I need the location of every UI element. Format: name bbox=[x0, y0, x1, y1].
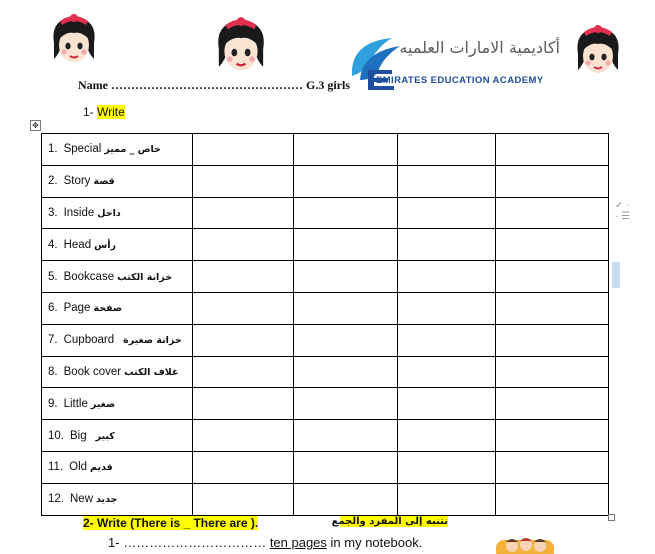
item-number: 6. bbox=[48, 302, 58, 315]
writing-cell[interactable] bbox=[193, 292, 294, 324]
arabic-translation: قديم bbox=[90, 462, 113, 474]
writing-cell[interactable] bbox=[398, 483, 496, 515]
writing-cell[interactable] bbox=[294, 356, 398, 388]
table-row bbox=[42, 292, 609, 324]
girl-face-icon bbox=[572, 24, 624, 80]
arabic-translation: خزانة صغيرة bbox=[123, 335, 182, 347]
english-word: Special bbox=[63, 143, 102, 156]
writing-cell[interactable] bbox=[496, 483, 609, 515]
english-word: Old bbox=[69, 461, 88, 474]
section-2-heading bbox=[83, 516, 258, 530]
english-word: Head bbox=[63, 238, 92, 251]
exercise-line-1 bbox=[108, 535, 422, 550]
side-panel-fragment bbox=[615, 200, 655, 246]
writing-cell[interactable] bbox=[294, 388, 398, 420]
table-row bbox=[42, 451, 609, 483]
arabic-translation: رأس bbox=[94, 239, 116, 251]
item-number: 10. bbox=[48, 429, 64, 442]
table-row bbox=[42, 324, 609, 356]
table-row bbox=[42, 229, 609, 261]
list-icon: · ☰ bbox=[615, 211, 631, 222]
writing-cell[interactable] bbox=[193, 229, 294, 261]
vocab-item-cell bbox=[42, 261, 193, 293]
writing-cell[interactable] bbox=[294, 261, 398, 293]
arabic-translation: جديد bbox=[96, 494, 118, 506]
arabic-translation: كبير bbox=[95, 430, 115, 442]
writing-cell[interactable] bbox=[398, 197, 496, 229]
table-row bbox=[42, 420, 609, 452]
table-move-handle-icon[interactable]: ✥ bbox=[30, 120, 41, 131]
girl-face-icon bbox=[48, 13, 100, 69]
writing-cell[interactable] bbox=[193, 388, 294, 420]
girl-face-icon bbox=[212, 16, 270, 78]
writing-cell[interactable] bbox=[398, 134, 496, 166]
arabic-translation: قصة bbox=[93, 176, 115, 188]
item-number: 8. bbox=[48, 365, 58, 378]
table-row bbox=[42, 483, 609, 515]
table-row bbox=[42, 261, 609, 293]
writing-cell[interactable] bbox=[193, 197, 294, 229]
writing-cell[interactable] bbox=[294, 483, 398, 515]
exercise-underlined-phrase: ten pages bbox=[269, 535, 327, 550]
writing-cell[interactable] bbox=[193, 451, 294, 483]
writing-cell[interactable] bbox=[398, 165, 496, 197]
writing-cell[interactable] bbox=[496, 165, 609, 197]
name-line: Name ………………………………………… G.3 girls bbox=[78, 78, 350, 92]
writing-cell[interactable] bbox=[496, 420, 609, 452]
academy-logo bbox=[348, 32, 563, 94]
arabic-translation: داخل bbox=[97, 207, 121, 219]
table-row bbox=[42, 134, 609, 166]
vocab-item-cell bbox=[42, 388, 193, 420]
vocab-item-cell bbox=[42, 134, 193, 166]
item-number: 11. bbox=[48, 461, 64, 474]
arabic-translation: صفحة bbox=[93, 303, 123, 315]
writing-cell[interactable] bbox=[398, 388, 496, 420]
table-resize-handle[interactable] bbox=[608, 514, 615, 521]
children-picture bbox=[492, 532, 558, 554]
writing-cell[interactable] bbox=[294, 229, 398, 261]
english-word: Bookcase bbox=[63, 270, 115, 283]
english-word: Little bbox=[63, 397, 88, 410]
writing-cell[interactable] bbox=[496, 197, 609, 229]
writing-cell[interactable] bbox=[193, 324, 294, 356]
writing-cell[interactable] bbox=[294, 134, 398, 166]
vocab-item-cell bbox=[42, 356, 193, 388]
writing-cell[interactable] bbox=[496, 388, 609, 420]
writing-cell[interactable] bbox=[294, 165, 398, 197]
english-word: New bbox=[70, 493, 94, 506]
item-number: 9. bbox=[48, 397, 58, 410]
writing-cell[interactable] bbox=[193, 483, 294, 515]
vocab-item-cell bbox=[42, 420, 193, 452]
item-number: 7. bbox=[48, 334, 58, 347]
arabic-translation: خاص _ مميز bbox=[104, 144, 161, 156]
writing-cell[interactable] bbox=[193, 261, 294, 293]
exercise-blank[interactable]: …………………………… bbox=[123, 535, 267, 550]
item-number: 2. bbox=[48, 175, 58, 188]
section-1-label: Write bbox=[97, 105, 125, 119]
writing-cell[interactable] bbox=[496, 134, 609, 166]
writing-cell[interactable] bbox=[398, 324, 496, 356]
writing-cell[interactable] bbox=[496, 292, 609, 324]
writing-cell[interactable] bbox=[193, 165, 294, 197]
check-icon: ✓ · bbox=[615, 200, 630, 211]
section-1-heading bbox=[83, 105, 125, 119]
writing-cell[interactable] bbox=[496, 451, 609, 483]
item-number: 4. bbox=[48, 238, 58, 251]
writing-cell[interactable] bbox=[398, 451, 496, 483]
vocab-item-cell bbox=[42, 451, 193, 483]
arabic-translation: خزانة الكتب bbox=[117, 271, 173, 283]
english-word: Book cover bbox=[63, 365, 122, 378]
table-row bbox=[42, 388, 609, 420]
item-number: 12. bbox=[48, 493, 64, 506]
section-1-number: 1- bbox=[83, 105, 94, 119]
item-number: 3. bbox=[48, 206, 58, 219]
english-word: Inside bbox=[63, 206, 95, 219]
writing-cell[interactable] bbox=[496, 229, 609, 261]
section-2-arabic-note: نتنبه إلى المفرد والجمع bbox=[331, 516, 448, 527]
english-word: Big bbox=[70, 429, 87, 442]
writing-cell[interactable] bbox=[398, 356, 496, 388]
writing-cell[interactable] bbox=[193, 420, 294, 452]
writing-cell[interactable] bbox=[294, 197, 398, 229]
writing-cell[interactable] bbox=[398, 261, 496, 293]
writing-cell[interactable] bbox=[496, 261, 609, 293]
vocab-item-cell bbox=[42, 292, 193, 324]
vocab-item-cell bbox=[42, 197, 193, 229]
writing-cell[interactable] bbox=[294, 451, 398, 483]
english-word: Cupboard bbox=[63, 334, 115, 347]
exercise-number: 1- bbox=[108, 535, 120, 550]
item-number: 1. bbox=[48, 143, 58, 156]
item-number: 5. bbox=[48, 270, 58, 283]
writing-cell[interactable] bbox=[496, 356, 609, 388]
exercise-rest: in my notebook. bbox=[326, 535, 423, 550]
vocab-item-cell bbox=[42, 324, 193, 356]
vocab-item-cell bbox=[42, 165, 193, 197]
writing-cell[interactable] bbox=[294, 420, 398, 452]
scroll-marker[interactable] bbox=[612, 262, 620, 288]
table-row bbox=[42, 356, 609, 388]
logo-english-text: EMIRATES EDUCATION ACADEMY bbox=[376, 75, 544, 86]
writing-cell[interactable] bbox=[398, 292, 496, 324]
logo-arabic-text: أكاديمية الامارات العلميه bbox=[399, 38, 560, 57]
vocab-item-cell bbox=[42, 229, 193, 261]
table-row bbox=[42, 165, 609, 197]
vocabulary-table bbox=[41, 133, 609, 516]
arabic-translation: صغير bbox=[90, 398, 116, 410]
english-word: Page bbox=[63, 302, 91, 315]
table-row bbox=[42, 197, 609, 229]
writing-cell[interactable] bbox=[496, 324, 609, 356]
english-word: Story bbox=[63, 175, 91, 188]
writing-cell[interactable] bbox=[193, 356, 294, 388]
writing-cell[interactable] bbox=[294, 324, 398, 356]
writing-cell[interactable] bbox=[294, 292, 398, 324]
section-2-label: 2- Write (There is _ There are ). bbox=[83, 516, 259, 530]
writing-cell[interactable] bbox=[398, 229, 496, 261]
vocab-item-cell bbox=[42, 483, 193, 515]
writing-cell[interactable] bbox=[398, 420, 496, 452]
arabic-translation: غلاف الكتب bbox=[124, 366, 179, 378]
writing-cell[interactable] bbox=[193, 134, 294, 166]
